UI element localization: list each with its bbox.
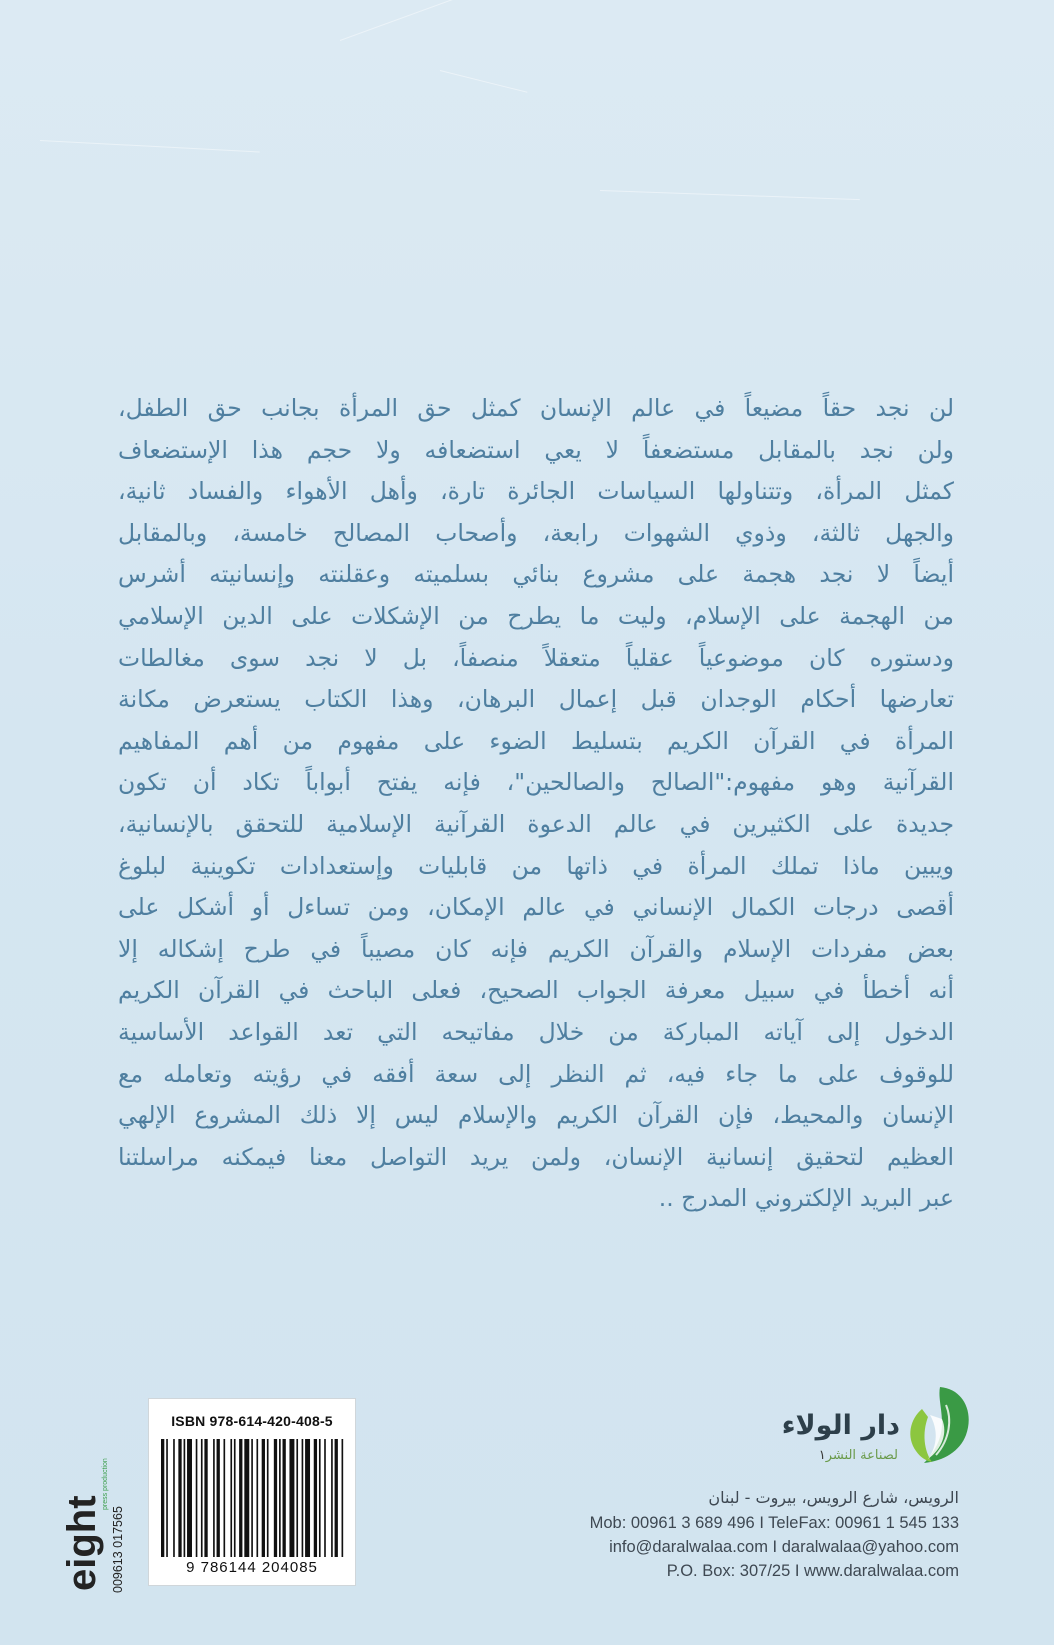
barcode-bar [314,1439,317,1557]
blurb-line: بعض مفردات الإسلام والقرآن الكريم فإنه كان مصيباً في طرح إشكاله إلا [118,934,954,963]
publisher-address: الرويس، شارع الرويس، بيروت - لبنان [708,1488,959,1507]
blurb-line: تعارضها أحكام الوجدان قبل إعمال البرهان، وهذا الكتاب يستعرض مكانة [118,685,954,714]
scratch-decoration [40,140,260,153]
barcode-bar [331,1439,333,1557]
publisher-contact [439,1484,959,1583]
barcode-bar [256,1439,258,1557]
barcode-bar [234,1439,236,1557]
barcode-bar [166,1439,168,1557]
blurb-line: ودستوره كان موضوعياً عقلياً متعقلاً منصفاً، بل لا نجد سوى مغالطات [118,643,954,672]
blurb-line: للوقوف على ما جاء فيه، ثم النظر إلى سعة أفقه في رؤيته وتعامله مع [118,1059,954,1088]
barcode-bar [251,1439,253,1557]
barcode-bar [204,1439,207,1557]
blurb-line: جديدة على الكثيرين في عالم الدعوة القرآنية الإسلامية للتحقق بالإنسانية، [118,809,954,838]
publisher-web: P.O. Box: 307/25 I www.daralwalaa.com [666,1562,959,1580]
barcode-bar [178,1439,181,1557]
barcode-bar [173,1439,175,1557]
blurb-line: ولن نجد بالمقابل مستضعفاً لا يعي استضعافه ولا حجم هذا الإستضعاف [118,435,954,464]
barcode-bar [201,1439,203,1557]
publisher-emails: info@daralwalaa.com I daralwalaa@yahoo.com [609,1538,959,1556]
publisher-name: دار الولاء [781,1410,900,1441]
barcode-bar [342,1439,344,1557]
eight-logo-subtitle: press production [102,1458,109,1510]
barcode-bar [262,1439,265,1557]
eight-logo-text: eight [60,1495,104,1591]
barcode-bar [302,1439,304,1557]
scratch-decoration [340,0,453,41]
blurb-line: المرأة في القرآن الكريم بتسليط الضوء على مفهوم من أهم المفاهيم [118,726,954,755]
barcode-bar [184,1439,186,1557]
blurb-line: القرآنية وهو مفهوم:"الصالح والصالحين"، فإنه يفتح أبواباً تكاد أن تكون [118,768,954,797]
barcode-bar [244,1439,249,1557]
barcode-bar [289,1439,294,1557]
barcode-bar [213,1439,215,1557]
blurb-line: لن نجد حقاً مضيعاً في عالم الإنسان كمثل حق المرأة بجانب حق الطفل، [118,394,954,422]
barcode-bar [335,1439,338,1557]
barcode-bar [324,1439,326,1557]
publisher-tagline-mark: ١ [818,1448,826,1463]
barcode-bar [161,1439,164,1557]
blurb-line: أيضاً لا نجد هجمة على مشروع بنائي بسلميته وعقلنته وإنسانيته أشرس [118,560,954,589]
barcode-number: 9 786144 204085 [186,1559,318,1576]
blurb-line: أقصى درجات الكمال الإنساني في عالم الإمكان، ومن تساءل أو أشكل على [118,893,954,922]
barcode-bar [283,1439,286,1557]
scratch-decoration [600,190,860,200]
leaf-logo-icon [902,1385,972,1465]
scratch-decoration [440,70,528,93]
publisher-phones: Mob: 00961 3 689 496 I TeleFax: 00961 1 545 133 [589,1514,959,1532]
blurb-line: الإنسان والمحيط، فإن القرآن الكريم والإسلام ليس إلا ذلك المشروع الإلهي [118,1101,954,1130]
barcode-bar [267,1439,269,1557]
publisher-tagline [768,1448,898,1463]
blurb-line: الدخول إلى آياته المباركة من خلال مفاتيحه التي تعد القواعد الأساسية [118,1017,954,1046]
blurb-line: كمثل المرأة، وتتناولها السياسات الجائرة تارة، وأهل الأهواء والفساد ثانية، [118,477,954,506]
barcode-bar [230,1439,232,1557]
barcode-bar [279,1439,281,1557]
back-cover-blurb [118,388,954,1220]
barcode-bar [239,1439,242,1557]
isbn-barcode [148,1398,356,1586]
blurb-line: العظيم لتحقيق إنسانية الإنسان، ولمن يريد التواصل معنا فيمكنه مراسلتنا [118,1142,954,1171]
barcode-bar [274,1439,277,1557]
barcode-bar [305,1439,310,1557]
blurb-line: من الهجمة على الإسلام، وليت ما يطرح من الإشكلات على الدين الإسلامي [118,601,954,630]
barcode-bar [223,1439,225,1557]
barcode-bar [196,1439,198,1557]
barcode-bar [187,1439,192,1557]
blurb-line: ويبين ماذا تملك المرأة في ذاتها من قابليات وإستعدادات تكوينية لبلوغ [118,851,954,880]
isbn-label: ISBN 978-614-420-408-5 [171,1413,333,1429]
blurb-line: والجهل ثالثة، وذوي الشهوات رابعة، وأصحاب المصالح خامسة، وبالمقابل [118,518,954,547]
barcode-bars [159,1439,347,1557]
eight-code: 009613 017565 [111,1506,125,1593]
publisher-tagline-text: لصناعة النشر [825,1448,898,1463]
barcode-bar [217,1439,220,1557]
blurb-line: عبر البريد الإلكتروني المدرج .. [658,1184,954,1213]
blurb-line: أنه أخطأ في سبيل معرفة الجواب الصحيح، فعلى الباحث في القرآن الكريم [118,976,954,1005]
barcode-bar [296,1439,298,1557]
barcode-bar [319,1439,321,1557]
